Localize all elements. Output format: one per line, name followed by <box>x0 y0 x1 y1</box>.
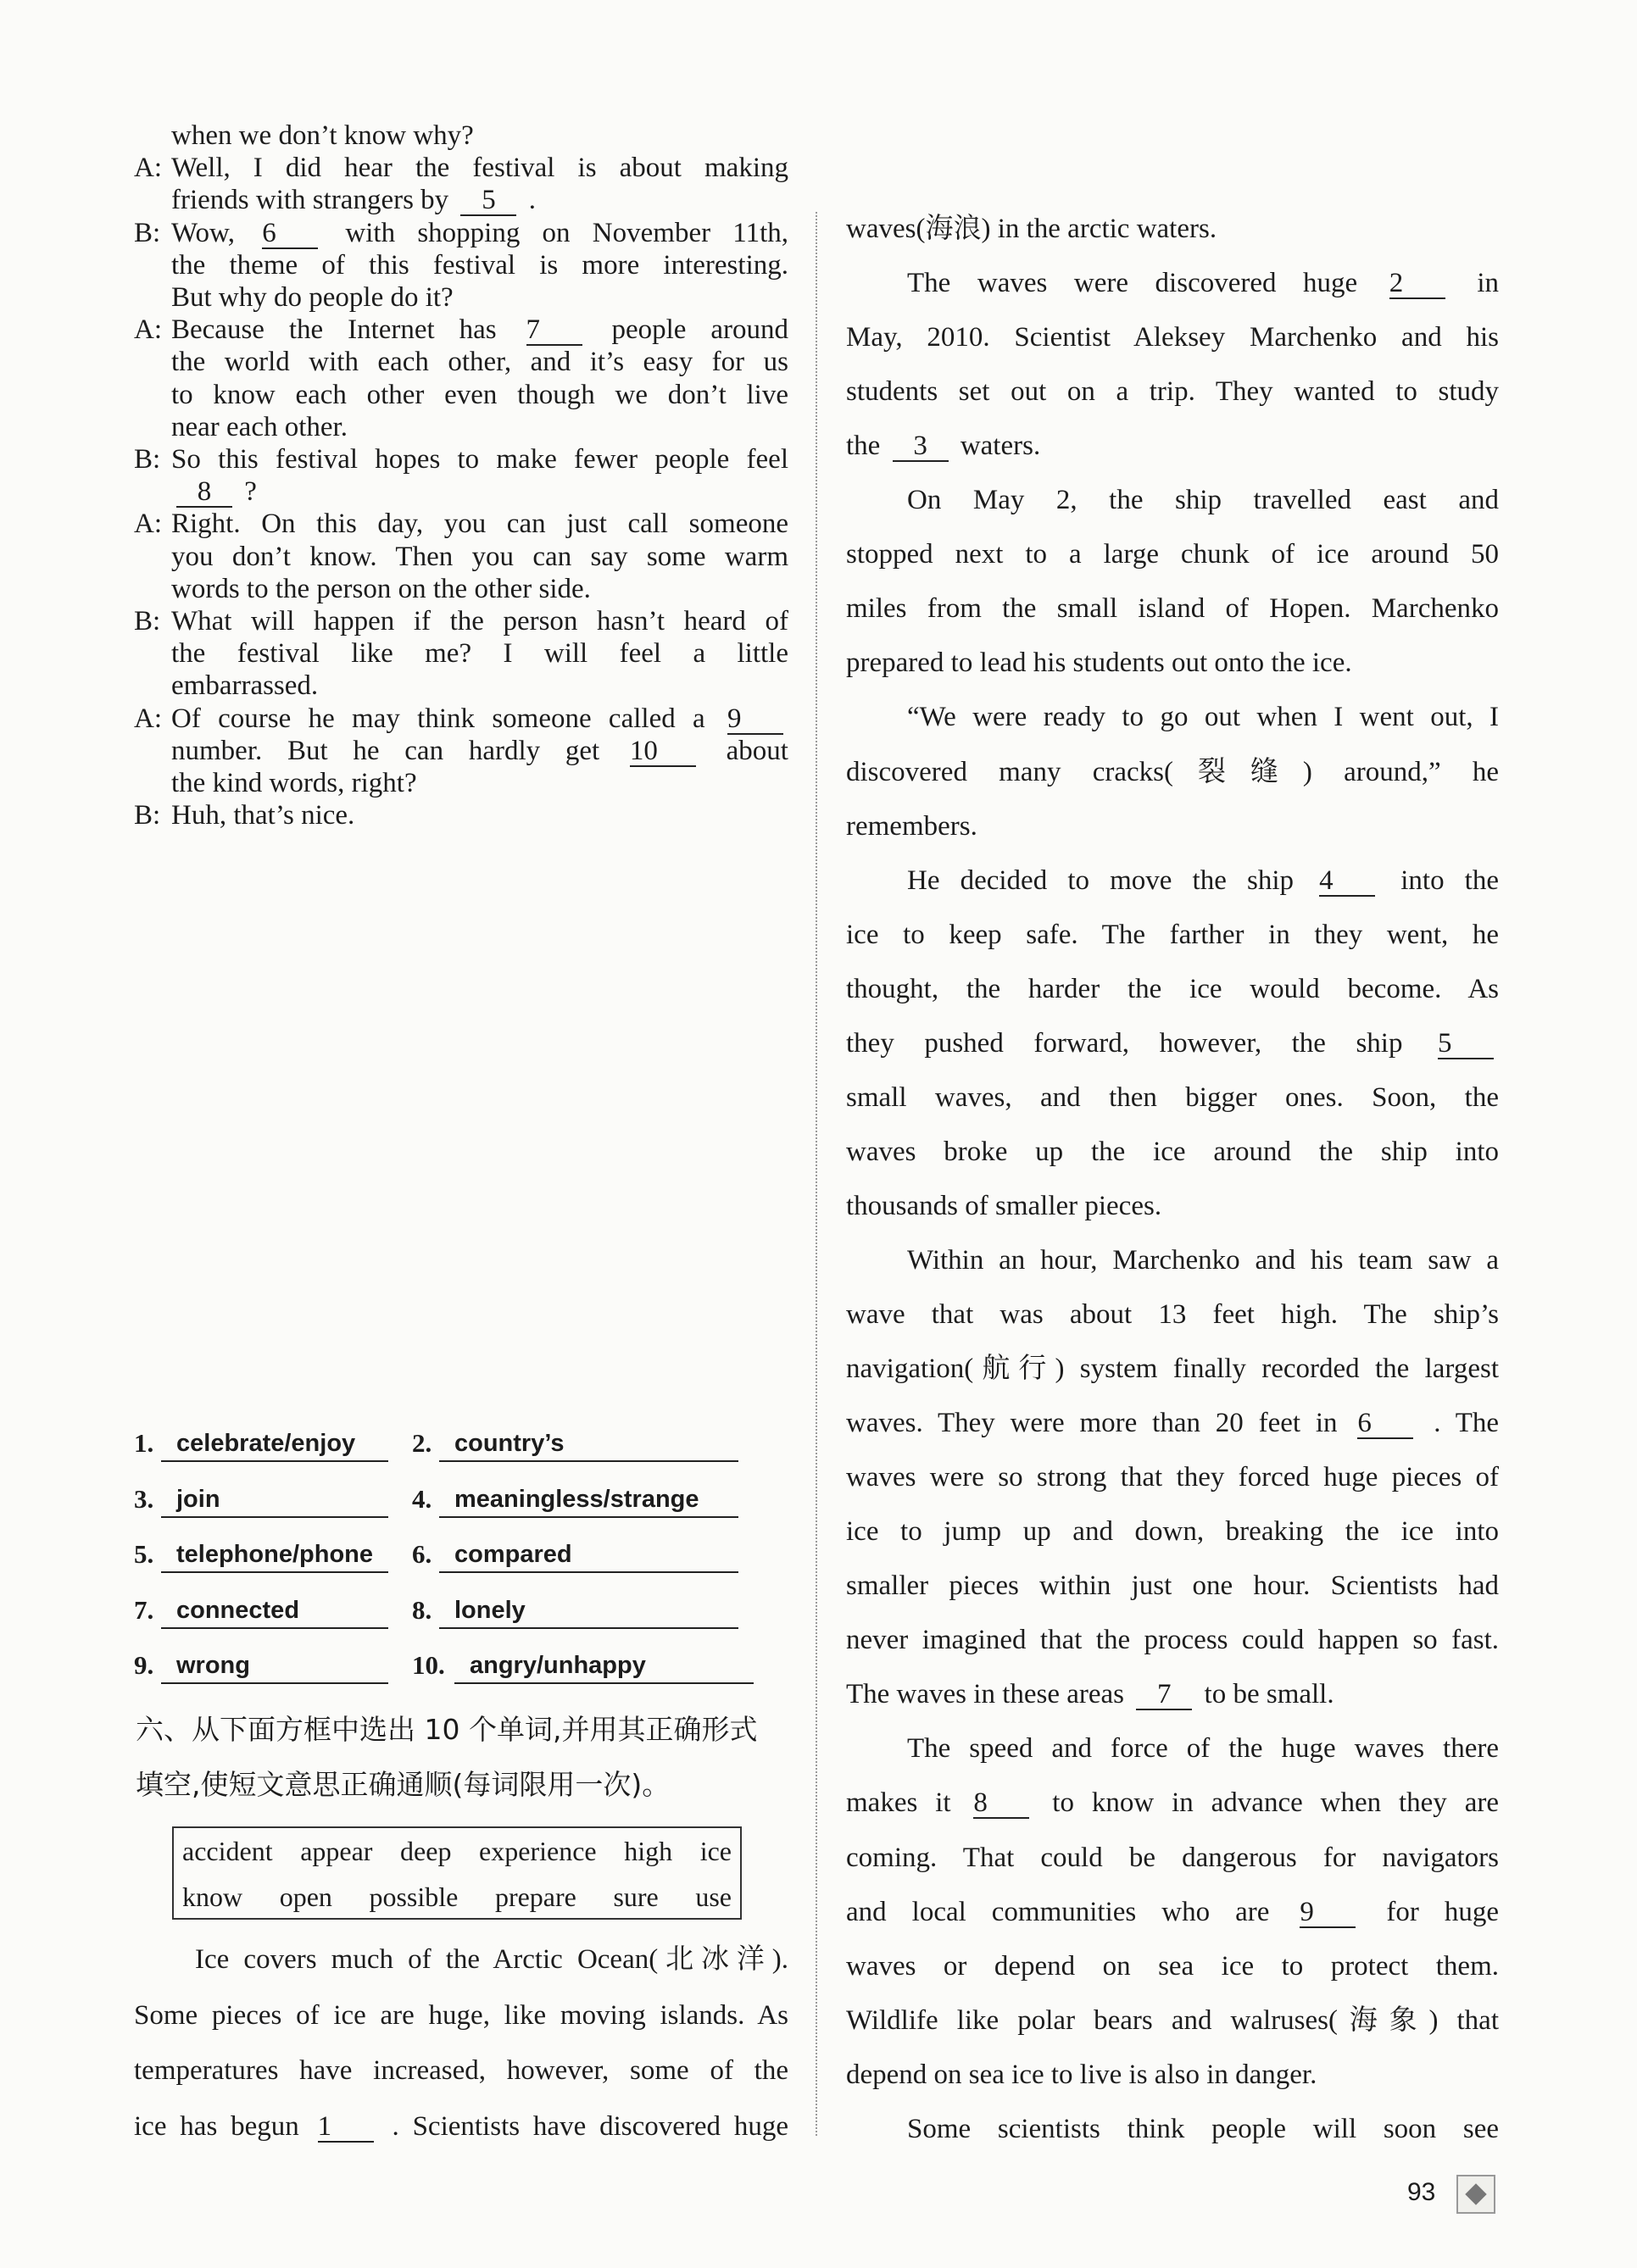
text-run: But why do people do it? <box>171 282 454 313</box>
text-run: navigation(航行) system finally recorded the largest <box>846 1354 1499 1385</box>
dialogue-line <box>171 734 788 768</box>
passage-line <box>846 429 1499 463</box>
word-bank-word: accident <box>182 1836 273 1866</box>
dialogue-line <box>171 119 788 153</box>
dialogue-line <box>171 281 788 314</box>
passage-line <box>846 320 1499 354</box>
passage-line <box>846 809 1499 843</box>
word-bank-word: use <box>695 1882 732 1912</box>
text-run: Right. On this day, you can just call someone <box>171 509 788 540</box>
passage-line <box>846 1841 1499 1875</box>
text-run: ice has begun <box>134 2110 313 2142</box>
word-bank-word: prepare <box>494 1882 576 1912</box>
passage-line <box>846 2058 1499 2092</box>
text-run: to be small. <box>1197 1679 1334 1710</box>
text-run: Some scientists think people will soon see <box>907 2113 1499 2144</box>
speaker-label: B: <box>134 606 161 636</box>
speaker-label: A: <box>134 314 162 346</box>
answer-number: 10. <box>412 1650 445 1680</box>
text-run: May, 2010. Scientist Aleksey Marchenko and his <box>846 322 1499 353</box>
text-run: Because the Internet has <box>171 314 521 346</box>
word-bank-word: know <box>182 1882 243 1912</box>
text-run: waves or depend on sea ice to protect them. <box>846 1950 1499 1982</box>
text-run: to know in advance when they are <box>1034 1787 1499 1819</box>
dialogue-line <box>171 540 788 574</box>
word-bank-box <box>172 1826 742 1920</box>
fill-blank[interactable]: 9 <box>1300 1898 1356 1928</box>
word-bank-word: sure <box>613 1882 659 1912</box>
passage-line <box>846 1081 1499 1115</box>
dialogue-line <box>171 766 788 800</box>
text-run: and local communities who are <box>846 1896 1295 1927</box>
text-run: the theme of this festival is more interesting. <box>171 249 788 281</box>
dialogue-line <box>171 572 788 606</box>
text-run: Huh, that’s nice. <box>171 800 355 831</box>
answer-text: lonely <box>439 1593 738 1629</box>
passage-line <box>846 2004 1499 2037</box>
text-run: . Scientists have discovered huge <box>378 2110 788 2142</box>
fill-blank[interactable]: 5 <box>1438 1029 1494 1059</box>
text-run: the world with each other, and it’s easy for us <box>171 347 788 378</box>
passage-line <box>846 375 1499 409</box>
word-bank-word: deep <box>400 1836 452 1866</box>
passage-line <box>846 1623 1499 1657</box>
text-run: waves(海浪) in the arctic waters. <box>846 214 1217 244</box>
speaker-label: A: <box>134 703 162 734</box>
text-run: Some pieces of ice are huge, like moving islands. As <box>134 1999 788 2031</box>
dialogue-line <box>171 636 788 670</box>
text-run: the kind words, right? <box>171 768 417 798</box>
fill-blank[interactable]: 7 <box>1136 1680 1192 1710</box>
text-run: waves were so strong that they forced huge pieces of <box>846 1462 1499 1493</box>
word-bank-word: high <box>624 1836 673 1866</box>
speaker-label: B: <box>134 444 161 475</box>
passage-line <box>846 1189 1499 1223</box>
text-run: into the <box>1380 864 1499 896</box>
text-run: He decided to move the ship <box>907 864 1315 896</box>
text-run: Ice covers much of the Arctic Ocean(北冰洋). <box>195 1944 788 1975</box>
dialogue-line <box>171 702 788 736</box>
dialogue-line <box>171 442 788 476</box>
text-run: . <box>521 185 536 216</box>
text-run: “We were ready to go out when I went out, I <box>907 702 1499 733</box>
page-number: 93 <box>1407 2178 1436 2206</box>
word-bank-word: possible <box>369 1882 459 1912</box>
text-run: words to the person on the other side. <box>171 573 591 604</box>
text-run: people around <box>587 314 788 346</box>
fill-blank[interactable]: 8 <box>973 1788 1029 1819</box>
text-run: you don’t know. Then you can say some warm <box>171 541 788 572</box>
text-run: So this festival hopes to make fewer people feel <box>171 444 788 475</box>
passage-line <box>846 1352 1499 1386</box>
text-run: depend on sea ice to live is also in danger. <box>846 2059 1317 2090</box>
dialogue-line <box>171 378 788 412</box>
word-bank-word: appear <box>300 1836 373 1866</box>
passage-line <box>907 483 1499 517</box>
fill-blank[interactable]: 9 <box>727 704 783 735</box>
text-run: the <box>846 431 888 462</box>
answer-text: celebrate/enjoy <box>161 1426 388 1462</box>
word-bank-line <box>182 1874 732 1920</box>
dialogue-line <box>171 151 788 185</box>
text-run: Wow, <box>171 217 258 248</box>
text-run: embarrassed. <box>171 670 319 702</box>
dialogue-line <box>171 345 788 379</box>
dialogue-line <box>171 216 788 250</box>
passage-line <box>134 2054 788 2087</box>
word-bank-word: experience <box>479 1836 597 1866</box>
answer-text: connected <box>161 1593 388 1629</box>
page-corner-icon <box>1456 2175 1495 2214</box>
text-run: waves. They were more than 20 feet in <box>846 1408 1353 1439</box>
text-run: remembers. <box>846 810 977 842</box>
text-run: the festival like me? I will feel a little <box>171 638 788 670</box>
speaker-label: A: <box>134 153 162 184</box>
dialogue-line <box>171 475 788 509</box>
passage-line <box>907 700 1499 734</box>
text-run: small waves, and then bigger ones. Soon, the <box>846 1081 1499 1113</box>
text-run: with shopping on November 11th, <box>323 217 789 248</box>
fill-blank[interactable]: 3 <box>893 431 949 462</box>
text-run: ice to keep safe. The farther in they went, he <box>846 919 1499 950</box>
text-run: prepared to lead his students out onto the ice. <box>846 648 1352 679</box>
text-run: miles from the small island of Hopen. Marchenko <box>846 593 1499 625</box>
passage-line <box>846 1677 1499 1711</box>
text-run: about <box>700 735 788 766</box>
fill-blank[interactable]: 8 <box>176 477 232 508</box>
text-run: The waves in these areas <box>846 1679 1132 1710</box>
dialogue-line <box>171 410 788 444</box>
passage-line <box>907 1732 1499 1765</box>
answer-text: join <box>161 1482 388 1518</box>
text-run: wave that was about 13 feet high. The ship’s <box>846 1299 1499 1330</box>
passage-line <box>846 1515 1499 1548</box>
answer-text: country’s <box>439 1426 738 1462</box>
text-run: Well, I did hear the festival is about making <box>171 153 788 184</box>
text-run: discovered many cracks(裂缝) around,” he <box>846 756 1499 787</box>
text-run: ice to jump up and down, breaking the ice into <box>846 1516 1499 1548</box>
speaker-label: B: <box>134 800 161 831</box>
speaker-label: A: <box>134 509 162 540</box>
passage-line <box>846 1895 1499 1929</box>
section-instruction: 填空,使短文意思正确通顺(每词限用一次)。 <box>136 1768 671 1801</box>
passage-line <box>134 2110 788 2143</box>
word-bank-word: ice <box>699 1836 732 1866</box>
answer-text: telephone/phone <box>161 1537 388 1573</box>
text-run: On May 2, the ship travelled east and <box>907 485 1499 516</box>
passage-line <box>907 864 1499 898</box>
text-run: waves broke up the ice around the ship into <box>846 1136 1499 1167</box>
answer-number: 4. <box>412 1483 432 1514</box>
passage-line <box>846 592 1499 625</box>
column-divider <box>816 212 817 2136</box>
passage-line <box>907 1243 1499 1277</box>
fill-blank[interactable]: 5 <box>460 186 516 216</box>
word-bank-line <box>182 1828 732 1874</box>
text-run: ? <box>237 476 257 508</box>
text-run: students set out on a trip. They wanted to study <box>846 376 1499 408</box>
answer-number: 1. <box>134 1428 154 1458</box>
text-run: The waves were discovered huge <box>907 268 1384 299</box>
text-run: thought, the harder the ice would become. As <box>846 973 1499 1004</box>
dialogue-line <box>171 183 788 217</box>
answer-number: 7. <box>134 1594 154 1625</box>
passage-line <box>846 755 1499 789</box>
answer-number: 5. <box>134 1539 154 1569</box>
text-run: they pushed forward, however, the ship <box>846 1027 1433 1059</box>
text-run: for huge <box>1361 1896 1499 1927</box>
passage-line <box>846 1569 1499 1603</box>
text-run: thousands of smaller pieces. <box>846 1190 1162 1221</box>
passage-line <box>846 1786 1499 1820</box>
text-run: What will happen if the person hasn’t heard of <box>171 606 788 636</box>
passage-line <box>846 1298 1499 1331</box>
speaker-label: B: <box>134 217 161 248</box>
passage-line <box>846 1460 1499 1494</box>
passage-line <box>195 1943 788 1976</box>
text-run: friends with strangers by <box>171 185 456 216</box>
text-run: . The <box>1418 1408 1499 1439</box>
passage-line <box>846 972 1499 1006</box>
text-run: when we don’t know why? <box>171 120 474 151</box>
passage-line <box>846 1406 1499 1440</box>
dialogue-line <box>171 604 788 638</box>
fill-blank[interactable]: 6 <box>262 219 318 249</box>
answer-number: 2. <box>412 1428 432 1458</box>
passage-line <box>907 2112 1499 2146</box>
text-run: temperatures have increased, however, some of the <box>134 2055 788 2086</box>
text-run: coming. That could be dangerous for navigators <box>846 1842 1499 1873</box>
passage-line <box>846 537 1499 571</box>
passage-line <box>907 266 1499 300</box>
text-run: smaller pieces within just one hour. Scientists had <box>846 1570 1499 1602</box>
answer-text: angry/unhappy <box>454 1648 754 1684</box>
passage-line <box>846 1026 1499 1060</box>
text-run: Wildlife like polar bears and walruses(海象) that <box>846 2004 1499 2036</box>
answer-number: 9. <box>134 1650 154 1680</box>
dialogue-line <box>171 313 788 347</box>
answer-number: 6. <box>412 1539 432 1569</box>
passage-line <box>134 1998 788 2032</box>
fill-blank[interactable]: 6 <box>1357 1409 1413 1439</box>
answer-text: meaningless/strange <box>439 1482 738 1518</box>
dialogue-line <box>171 798 788 832</box>
passage-line <box>846 918 1499 952</box>
passage-line <box>846 646 1499 680</box>
text-run: waters. <box>953 431 1041 462</box>
dialogue-line <box>171 669 788 703</box>
text-run: to know each other even though we don’t live <box>171 379 788 410</box>
text-run: Of course he may think someone called a <box>171 703 722 734</box>
text-run: stopped next to a large chunk of ice around 50 <box>846 539 1499 570</box>
word-bank-word: open <box>279 1882 332 1912</box>
section-instruction: 六、从下面方框中选出 10 个单词,并用其正确形式 <box>136 1713 758 1746</box>
dialogue-line <box>171 248 788 282</box>
dialogue-line <box>171 507 788 541</box>
fill-blank[interactable]: 7 <box>526 315 582 346</box>
text-run: makes it <box>846 1787 969 1819</box>
fill-blank[interactable]: 4 <box>1319 866 1375 897</box>
fill-blank[interactable]: 1 <box>318 2112 374 2143</box>
answer-text: wrong <box>161 1648 388 1684</box>
text-run: near each other. <box>171 411 348 442</box>
passage-line <box>846 1135 1499 1169</box>
answer-number: 8. <box>412 1594 432 1625</box>
fill-blank[interactable]: 10 <box>630 737 696 767</box>
passage-line <box>846 212 1499 246</box>
text-run: Within an hour, Marchenko and his team saw a <box>907 1244 1499 1276</box>
text-run: The speed and force of the huge waves there <box>907 1733 1499 1765</box>
answer-number: 3. <box>134 1483 154 1514</box>
text-run: number. But he can hardly get <box>171 735 625 766</box>
text-run: never imagined that the process could happen so fast. <box>846 1625 1499 1656</box>
fill-blank[interactable]: 2 <box>1389 269 1445 299</box>
text-run: in <box>1450 268 1499 299</box>
passage-line <box>846 1949 1499 1983</box>
answer-text: compared <box>439 1537 738 1573</box>
